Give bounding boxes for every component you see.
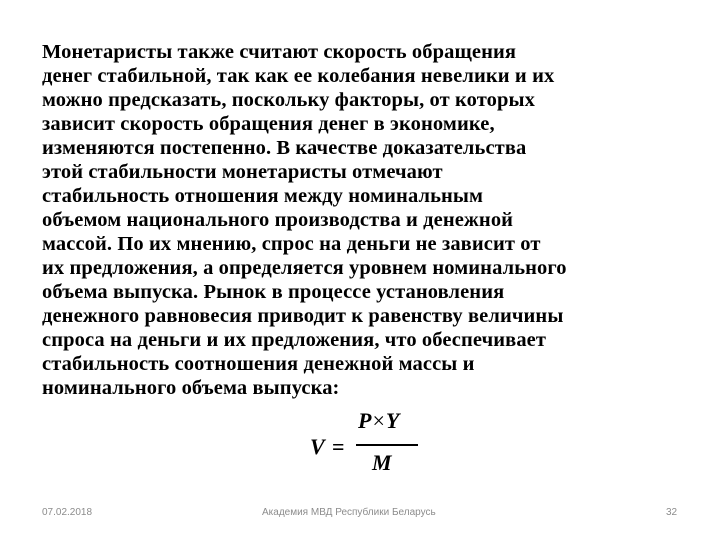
body-line: спроса на деньги и их предложения, что обеспечивает [42, 329, 547, 351]
body-line: их предложения, а определяется уровнем номинального [42, 257, 567, 279]
body-line: объема выпуска. Рынок в процессе установления [42, 281, 505, 303]
footer-date: 07.02.2018 [42, 507, 93, 518]
body-line: объемом национального производства и денежной [42, 209, 514, 231]
body-line: стабильность соотношения денежной массы и [42, 353, 475, 375]
formula-denominator: M [372, 450, 392, 475]
body-line: Монетаристы также считают скорость обращения [42, 41, 517, 63]
body-line: этой стабильности монетаристы отмечают [42, 161, 443, 183]
formula-lhs: V [310, 434, 325, 459]
body-line: номинального объема выпуска: [42, 377, 340, 399]
body-line: изменяются постепенно. В качестве доказательства [42, 137, 527, 159]
body-line: можно предсказать, поскольку факторы, от которых [42, 89, 535, 111]
footer-organization: Академия МВД Республики Беларусь [262, 507, 436, 518]
body-line: денежного равновесия приводит к равенству величины [42, 305, 564, 327]
slide-body-text [42, 40, 692, 400]
body-line: денег стабильной, так как ее колебания невелики и их [42, 65, 555, 87]
formula-equals: = [332, 434, 345, 459]
footer-page-number: 32 [666, 507, 678, 518]
formula-times-sign: × [372, 408, 385, 433]
formula-numerator-p: P [358, 408, 372, 433]
formula-numerator-y: Y [385, 408, 400, 433]
formula-numerator [358, 408, 399, 434]
fraction-bar [356, 444, 418, 446]
body-line: стабильность отношения между номинальным [42, 185, 484, 207]
body-line: зависит скорость обращения денег в экономике, [42, 113, 495, 135]
body-line: массой. По их мнению, спрос на деньги не зависит от [42, 233, 541, 255]
